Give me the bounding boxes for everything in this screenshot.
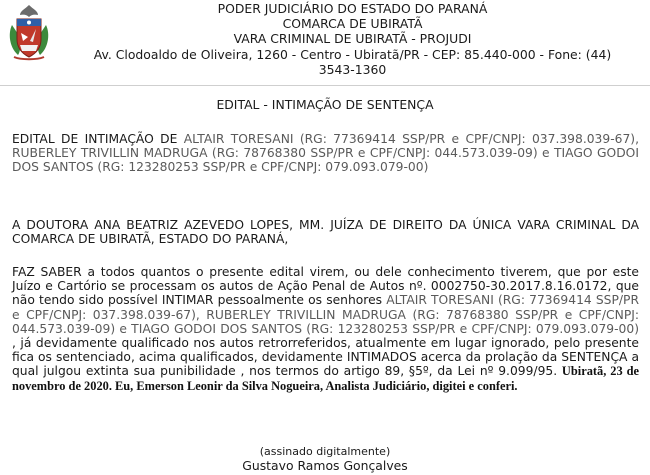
header-line-phone: 3543-1360 (318, 61, 387, 77)
paragraph-summons (12, 132, 639, 175)
header-divider (0, 85, 650, 86)
notice-defendants: ALTAIR TORESANI (RG: 77369414 SSP/PR e CPF/CNPJ: 037.398.039-67), RUBERLEY TRIVILLIN MADRUGA (RG: 78768380 SSP/PR e CPF/CNPJ: 044.573.039-09) e TIAGO GODOI DOS SANTOS (RG: 123280253 SSP/PR e CPF/CNPJ: 079.093.079-00) (12, 293, 639, 336)
notice-text-end: , já devidamente qualificado nos autos retrorreferidos, atualmente em lugar ignorado, pelo presente fica os sentenciado, acima qualificados, devidamente INTIMADOS acerca da prolação da SENTENÇA a qual julgou extinta sua punibilidade , nos termos do artigo 89, §5º, da Lei nº 9.099/95. (12, 336, 639, 379)
header-line-division: VARA CRIMINAL DE UBIRATÃ - PROJUDI (233, 31, 472, 47)
summons-defendants: ALTAIR TORESANI (RG: 77369414 SSP/PR e CPF/CNPJ: 037.398.039-67), RUBERLEY TRIVILLIN MADRUGA (RG: 78768380 SSP/PR e CPF/CNPJ: 044.573.039-09) e TIAGO GODOI DOS SANTOS (RG: 123280253 SSP/PR e CPF/CNPJ: 079.093.079-00) (12, 132, 639, 175)
header-line-address: Av. Clodoaldo de Oliveira, 1260 - Centro - Ubiratã/PR - CEP: 85.440-000 - Fone: (44) (93, 46, 612, 62)
notice-closing: Ubiratã, 23 de novembro de 2020. Eu, Emerson Leonir da Silva Nogueira, Analista Judiciário, digitei e conferi. (12, 364, 640, 393)
parana-coat-of-arms-icon (6, 3, 52, 61)
summons-lead: EDITAL DE INTIMAÇÃO DE (12, 132, 184, 146)
document-title: EDITAL - INTIMAÇÃO DE SENTENÇA (216, 97, 434, 112)
digital-signature-note: (assinado digitalmente) (259, 445, 391, 458)
header-line-court: PODER JUDICIÁRIO DO ESTADO DO PARANÁ (217, 1, 488, 16)
header-line-district: COMARCA DE UBIRATÃ (282, 16, 423, 32)
court-header (60, 1, 645, 77)
paragraph-judge: A DOUTORA ANA BEATRIZ AZEVEDO LOPES, MM. JUÍZA DE DIREITO DA ÚNICA VARA CRIMINAL DA COMARCA DE UBIRATÃ, ESTADO DO PARANÁ, (12, 218, 639, 247)
notice-text-start: FAZ SABER a todos quantos o presente edital virem, ou dele conhecimento tiverem, que por este Juízo e Cartório se processam os autos de Ação Penal de Autos nº. 0002750-30.2017.8.16.0172, que não tendo sido possível INTIMAR pessoalmente os senhores (12, 265, 639, 308)
signature-block (0, 445, 650, 473)
paragraph-notice (12, 265, 639, 393)
signer-name: Gustavo Ramos Gonçalves (242, 458, 408, 473)
